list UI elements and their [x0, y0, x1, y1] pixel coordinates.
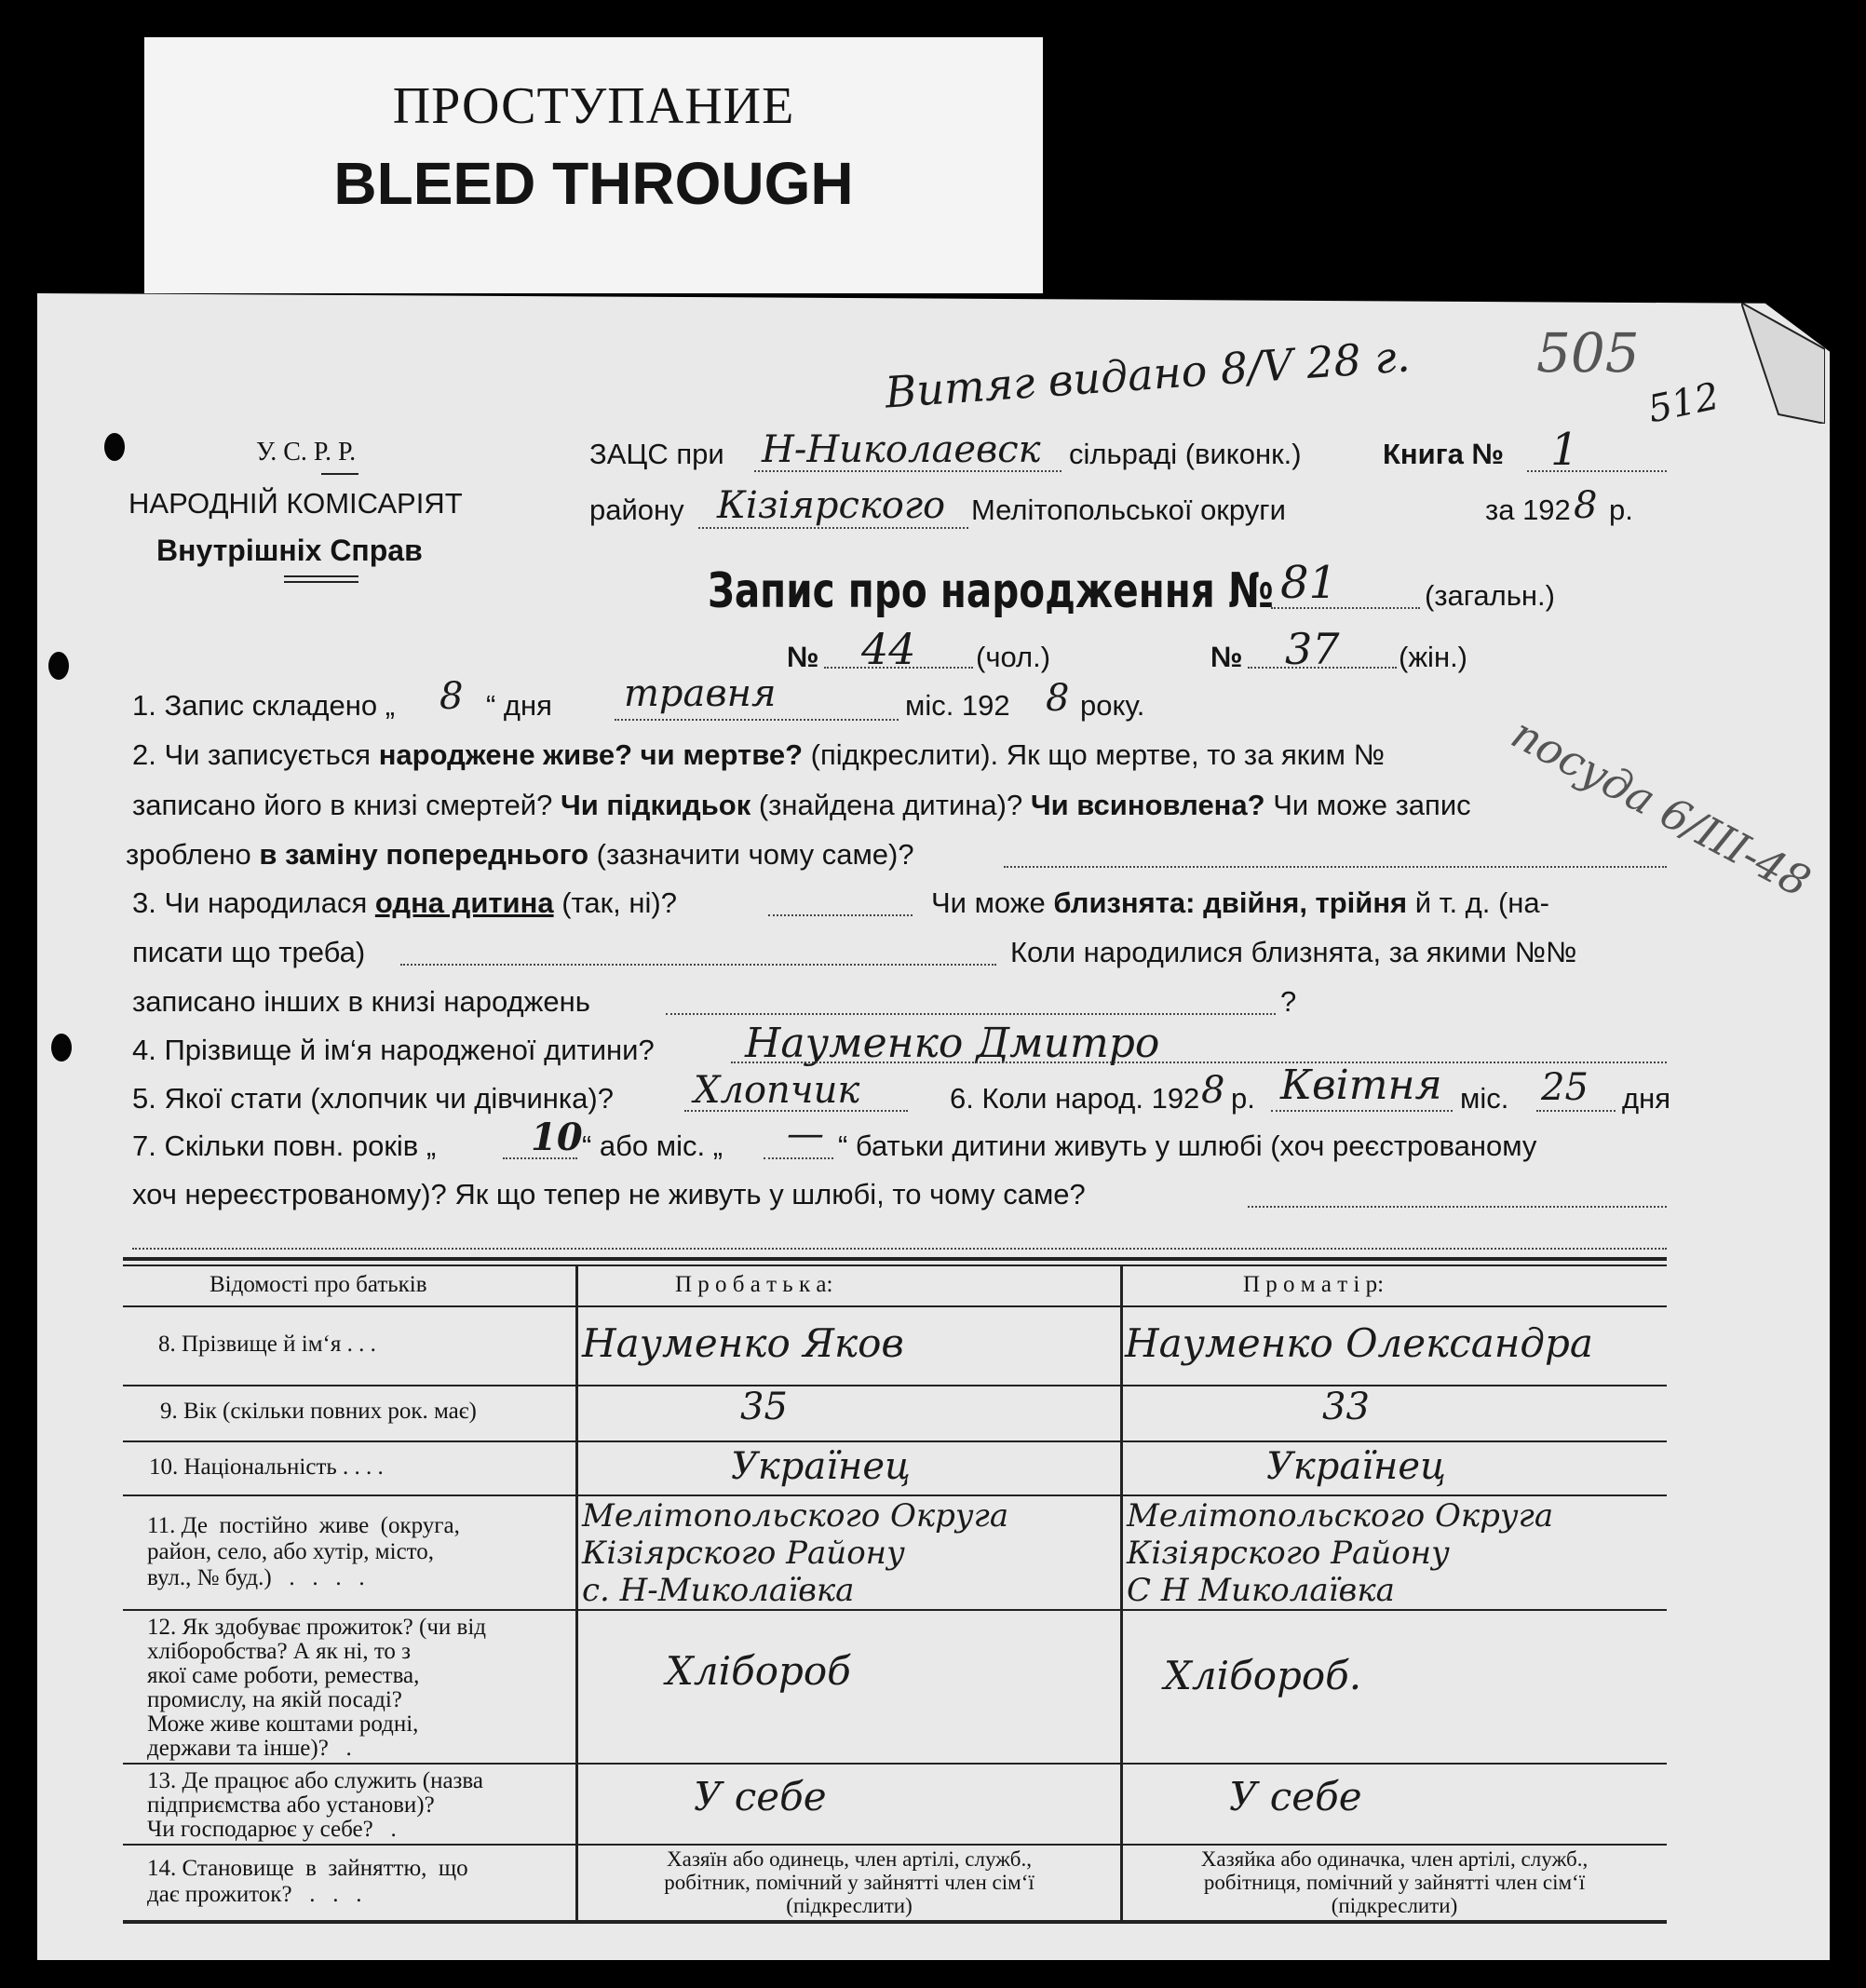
- q5-label: 5. Якої стати (хлопчик чи дівчинка)?: [132, 1082, 614, 1115]
- year-suffix: р.: [1609, 494, 1633, 526]
- fill-line: [698, 527, 968, 529]
- female-label: (жін.): [1399, 641, 1468, 673]
- table-rule: [123, 1440, 1667, 1442]
- father-name: Науменко Яков: [582, 1320, 904, 1366]
- father-age: 35: [740, 1386, 788, 1428]
- divider: [284, 581, 358, 583]
- father-residence: Мелітопольского Округа Кізіярского Району с. Н-Миколаївка: [582, 1497, 1009, 1609]
- fill-line: [1536, 1110, 1616, 1112]
- q5-sex: Хлопчик: [694, 1069, 860, 1112]
- row-label-residence: 11. Де постійно живе (округа, район, село, або хутір, місто, вул., № буд.) . . . .: [147, 1513, 460, 1590]
- q7-label-c: “ батьки дитини живуть у шлюбі (хоч реєстрованому: [838, 1129, 1537, 1162]
- year-value: 8: [1574, 484, 1598, 527]
- table-col-divider: [1120, 1264, 1123, 1922]
- fill-line: [731, 1062, 1667, 1063]
- q7-years: 10: [531, 1116, 583, 1159]
- row-label-age: 9. Вік (скільки повних рок. має): [160, 1399, 477, 1424]
- mother-residence: Мелітопольского Округа Кізіярского Району С Н Миколаївка: [1127, 1497, 1554, 1609]
- fill-line: [1527, 470, 1667, 472]
- table-rule: [123, 1609, 1667, 1611]
- year-label: за 192: [1485, 494, 1571, 526]
- q2-line2: записано його в книзі смертей? Чи підкидьок (знайдена дитина)? Чи всиновлена? Чи може запис: [132, 789, 1471, 821]
- table-bottom-border: [123, 1920, 1667, 1924]
- zags-label: ЗАЦС при: [589, 438, 724, 470]
- table-rule: [123, 1763, 1667, 1765]
- q1-mis: міс. 192: [905, 689, 1010, 722]
- q1-day: 8: [439, 675, 464, 718]
- fill-line: [768, 914, 913, 916]
- q2-line3: зроблено в заміну попереднього (зазначити чому саме)?: [126, 838, 914, 871]
- q3-line1-a: 3. Чи народилася одна дитина (так, ні)?: [132, 886, 677, 919]
- record-title: Запис про народження №: [708, 563, 1274, 619]
- mother-livelihood: Хлібороб.: [1164, 1653, 1362, 1698]
- q3-line2-a: писати що треба): [132, 936, 366, 968]
- q1-dnya: “ дня: [486, 689, 552, 722]
- fill-line: [1271, 607, 1420, 609]
- mother-workplace: У себе: [1229, 1774, 1362, 1819]
- q1-label: 1. Запис складено „: [132, 689, 396, 722]
- fill-line: [684, 1110, 908, 1112]
- tag-line-russian: ПРОСТУПАНИЕ: [392, 77, 795, 135]
- male-no: №: [787, 641, 819, 673]
- table-header-father: П р о б а т ь к а:: [675, 1272, 833, 1297]
- q3-line2-b: Коли народилися близнята, за якими №№: [1010, 936, 1577, 968]
- father-nationality: Українец: [731, 1445, 911, 1488]
- table-header-mother: П р о м а т і р:: [1243, 1272, 1385, 1297]
- table-col-divider: [575, 1264, 578, 1922]
- male-label: (чол.): [976, 641, 1051, 673]
- header-ussr: У. С. Р. Р.: [256, 438, 357, 467]
- father-occupation-status: Хазяїн або одинець, член артілі, служб., робітник, помічний у зайнятті член сім‘ї (підкреслити): [664, 1847, 1034, 1917]
- punch-hole: [48, 652, 69, 680]
- zags-suffix: сільраді (виконк.): [1069, 438, 1302, 470]
- q6-r: р.: [1231, 1082, 1255, 1115]
- female-number: 37: [1285, 624, 1340, 674]
- tag-line-english: BLEED THROUGH: [333, 150, 854, 217]
- row-label-workplace: 13. Де працює або служить (назва підприємства або установи)? Чи господарює у себе? .: [147, 1768, 483, 1842]
- zags-value: Н-Николаевск: [762, 428, 1041, 471]
- q1-month: травня: [624, 672, 777, 715]
- q7-line2: хоч нереєстрованому)? Як що тепер не живуть у шлюбі, то чому саме?: [132, 1178, 1086, 1210]
- mother-occupation-status: Хазяйка або одиначка, член артілі, служб., робітниця, помічний у зайнятті член сім‘ї (підкреслити): [1200, 1847, 1589, 1917]
- row-label-nationality: 10. Національність . . . .: [149, 1454, 384, 1480]
- note-number: 505: [1536, 321, 1640, 385]
- q3-line1-b: Чи може близнята: двійня, трійня й т. д. (на-: [931, 886, 1549, 919]
- rayon-suffix: Мелітопольської округи: [971, 494, 1286, 526]
- q3-line3-b: ?: [1280, 985, 1297, 1018]
- q6-day: 25: [1541, 1066, 1589, 1109]
- father-workplace: У себе: [694, 1774, 827, 1819]
- punch-hole: [104, 433, 125, 461]
- fill-line: [1248, 1206, 1667, 1208]
- father-livelihood: Хлібороб: [666, 1648, 851, 1694]
- fill-line: [1271, 1110, 1453, 1112]
- table-rule: [123, 1494, 1667, 1496]
- mother-name: Науменко Олександра: [1125, 1320, 1593, 1366]
- q6-label: 6. Коли народ. 192: [950, 1082, 1200, 1115]
- archive-tag: [144, 37, 1043, 293]
- fill-line: [666, 1013, 1276, 1015]
- fill-line: [1004, 866, 1667, 868]
- table-header-info: Відомості про батьків: [210, 1272, 427, 1297]
- rayon-label: району: [589, 494, 684, 526]
- book-label: Книга №: [1383, 438, 1505, 470]
- row-label-occupation-status: 14. Становище в зайняттю, що дає прожиток? . . .: [147, 1856, 468, 1907]
- table-top-border: [123, 1257, 1667, 1261]
- note-right-margin: посуда 6/III-48: [1503, 708, 1819, 908]
- rayon-value: Кізіярского: [717, 484, 946, 527]
- note-number-2: 512: [1644, 374, 1724, 432]
- table-rule: [123, 1305, 1667, 1307]
- row-label-livelihood: 12. Як здобуває прожиток? (чи від хліборобства? А як ні, то з якої саме роботи, ремества, промислу, на якій посаді? Може живе коштами родні, держави та інше)? .: [147, 1615, 487, 1761]
- table-rule: [123, 1385, 1667, 1386]
- fill-line: [764, 1157, 833, 1159]
- book-value: 1: [1550, 424, 1579, 476]
- fill-line: [1248, 667, 1397, 669]
- divider: [321, 473, 358, 475]
- q1-roku: року.: [1080, 689, 1145, 722]
- q6-year: 8: [1201, 1069, 1225, 1112]
- q4-label: 4. Прізвище й ім‘я народженої дитини?: [132, 1034, 655, 1066]
- folded-corner: [1741, 303, 1825, 424]
- header-commissariat: НАРОДНІЙ КОМІСАРІЯТ: [128, 487, 463, 520]
- q2-line1: 2. Чи записується народжене живе? чи мертве? (підкреслити). Як що мертве, то за яким №: [132, 738, 1385, 771]
- total-label: (загальн.): [1425, 579, 1555, 612]
- record-total-number: 81: [1280, 557, 1338, 609]
- fill-line: [754, 470, 1061, 472]
- q7-months: —: [787, 1113, 824, 1156]
- divider: [284, 575, 358, 577]
- row-label-name: 8. Прізвище й ім‘я . . .: [158, 1332, 376, 1357]
- punch-hole: [51, 1034, 72, 1062]
- q3-line3-a: записано інших в книзі народжень: [132, 985, 590, 1018]
- q7-label-b: “ або міс. „: [582, 1129, 723, 1162]
- q7-label-a: 7. Скільки повн. років „: [132, 1129, 437, 1162]
- q6-dnya: дня: [1622, 1082, 1670, 1115]
- q6-month: Квітня: [1280, 1062, 1442, 1109]
- mother-nationality: Українец: [1266, 1445, 1446, 1488]
- fill-line: [400, 964, 996, 966]
- fill-line: [615, 719, 899, 721]
- fill-line: [503, 1157, 577, 1159]
- header-internal-affairs: Внутрішніх Справ: [156, 534, 423, 567]
- female-no: №: [1210, 641, 1243, 673]
- note-extract-issued: Витяг видано 8/V 28 г.: [883, 331, 1412, 418]
- male-number: 44: [861, 624, 916, 674]
- table-top-border-inner: [123, 1264, 1667, 1266]
- fill-line: [132, 1248, 1667, 1250]
- q6-mis: міс.: [1460, 1082, 1509, 1115]
- q4-child-name: Науменко Дмитро: [745, 1020, 1160, 1067]
- mother-age: 33: [1322, 1386, 1370, 1428]
- fill-line: [824, 667, 973, 669]
- table-rule: [123, 1844, 1667, 1846]
- q1-year: 8: [1046, 677, 1070, 720]
